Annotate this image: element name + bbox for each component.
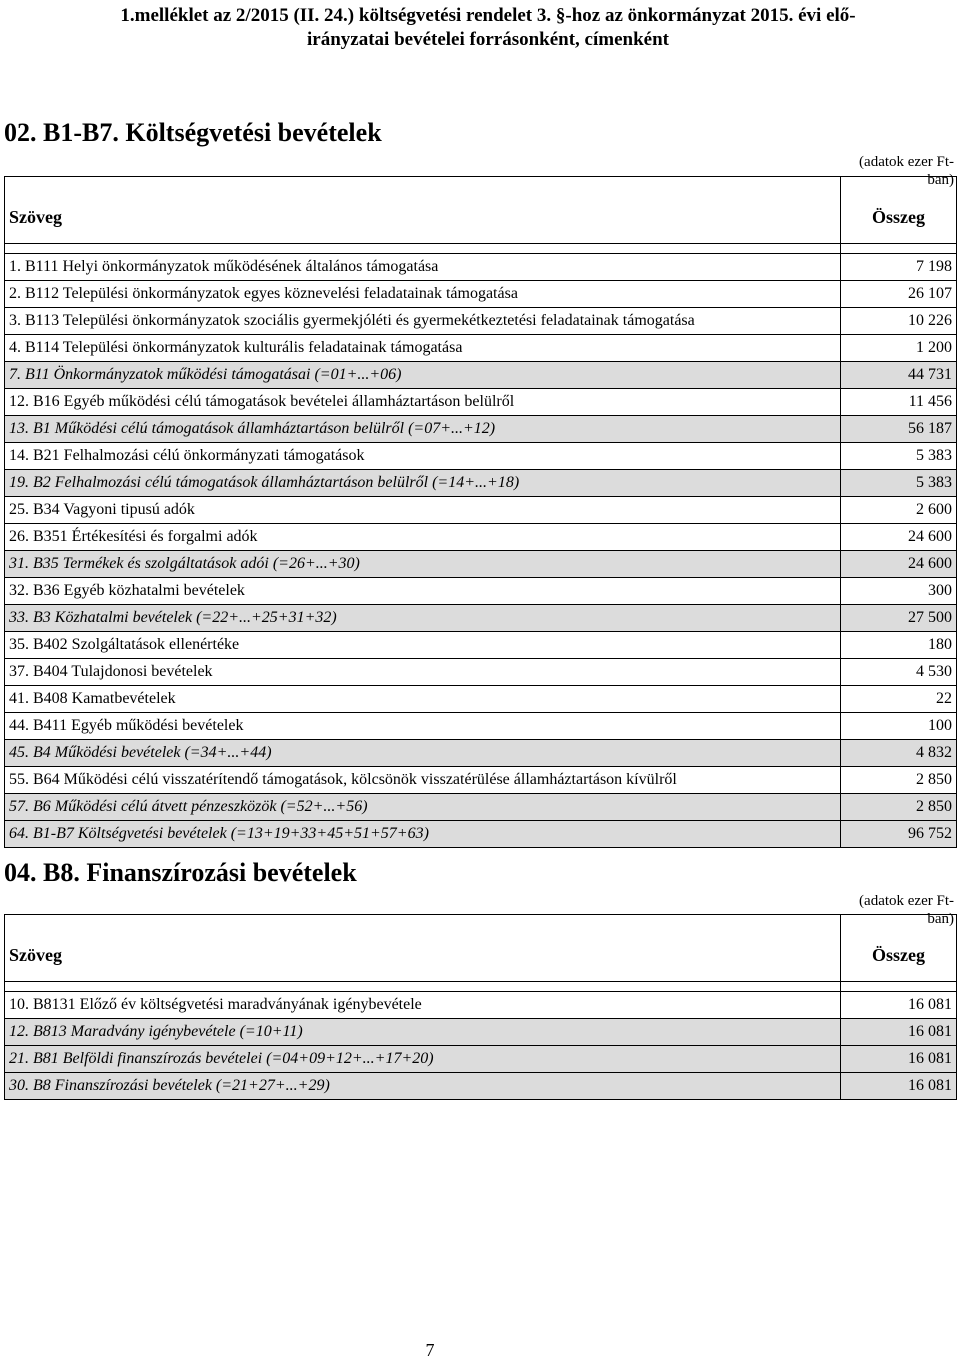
row-amount: 16 081 bbox=[841, 1073, 957, 1100]
row-amount: 22 bbox=[841, 686, 957, 713]
financing-revenues-table bbox=[4, 914, 957, 1100]
row-label: 3. B113 Települési önkormányzatok szociális gyermekjóléti és gyermekétkeztetési feladatainak támogatása bbox=[5, 308, 841, 335]
row-amount: 4 530 bbox=[841, 659, 957, 686]
row-label: 26. B351 Értékesítési és forgalmi adók bbox=[5, 524, 841, 551]
subtotal-row bbox=[5, 551, 957, 578]
table-row bbox=[5, 281, 957, 308]
row-amount: 16 081 bbox=[841, 1019, 957, 1046]
row-amount: 24 600 bbox=[841, 551, 957, 578]
header-line-1: 1.melléklet az 2/2015 (II. 24.) költségvetési rendelet 3. §-hoz az önkormányzat 2015. évi elő- bbox=[120, 5, 856, 26]
row-label: 33. B3 Közhatalmi bevételek (=22+...+25+31+32) bbox=[5, 605, 841, 632]
row-label: 37. B404 Tulajdonosi bevételek bbox=[5, 659, 841, 686]
table-row bbox=[5, 992, 957, 1019]
row-label: 32. B36 Egyéb közhatalmi bevételek bbox=[5, 578, 841, 605]
page-number: 7 bbox=[425, 1340, 435, 1360]
subtotal-row bbox=[5, 821, 957, 848]
row-label: 2. B112 Települési önkormányzatok egyes köznevelési feladatainak támogatása bbox=[5, 281, 841, 308]
row-amount: 100 bbox=[841, 713, 957, 740]
row-label: 30. B8 Finanszírozási bevételek (=21+27+...+29) bbox=[5, 1073, 841, 1100]
row-label: 41. B408 Kamatbevételek bbox=[5, 686, 841, 713]
row-label: 64. B1-B7 Költségvetési bevételek (=13+19+33+45+51+57+63) bbox=[5, 821, 841, 848]
row-amount: 2 850 bbox=[841, 767, 957, 794]
row-amount: 56 187 bbox=[841, 416, 957, 443]
row-amount: 44 731 bbox=[841, 362, 957, 389]
section-title-financing-revenues: 04. B8. Finanszírozási bevételek bbox=[4, 858, 357, 887]
row-amount: 2 600 bbox=[841, 497, 957, 524]
row-label: 44. B411 Egyéb működési bevételek bbox=[5, 713, 841, 740]
row-amount: 16 081 bbox=[841, 1046, 957, 1073]
subtotal-row bbox=[5, 416, 957, 443]
table-row bbox=[5, 308, 957, 335]
row-amount: 11 456 bbox=[841, 389, 957, 416]
table-row bbox=[5, 254, 957, 281]
subtotal-row bbox=[5, 1073, 957, 1100]
unit-note: (adatok ezer Ft-ban) bbox=[859, 893, 954, 927]
row-amount: 7 198 bbox=[841, 254, 957, 281]
table-row bbox=[5, 713, 957, 740]
row-amount: 180 bbox=[841, 632, 957, 659]
row-amount: 2 850 bbox=[841, 794, 957, 821]
row-amount: 4 832 bbox=[841, 740, 957, 767]
row-label: 7. B11 Önkormányzatok működési támogatásai (=01+...+06) bbox=[5, 362, 841, 389]
subtotal-row bbox=[5, 794, 957, 821]
row-label: 45. B4 Működési bevételek (=34+...+44) bbox=[5, 740, 841, 767]
row-label: 19. B2 Felhalmozási célú támogatások államháztartáson belülről (=14+...+18) bbox=[5, 470, 841, 497]
subtotal-row bbox=[5, 1019, 957, 1046]
row-label: 12. B16 Egyéb működési célú támogatások bevételei államháztartáson belülről bbox=[5, 389, 841, 416]
row-label: 21. B81 Belföldi finanszírozás bevételei (=04+09+12+...+17+20) bbox=[5, 1046, 841, 1073]
row-amount: 27 500 bbox=[841, 605, 957, 632]
row-label: 35. B402 Szolgáltatások ellenértéke bbox=[5, 632, 841, 659]
budget-revenues-table bbox=[4, 176, 957, 848]
table-spacer-row bbox=[5, 982, 957, 992]
column-header-amount: Összeg bbox=[841, 915, 957, 982]
table-row bbox=[5, 578, 957, 605]
column-header-text: Szöveg bbox=[5, 177, 841, 244]
row-amount: 5 383 bbox=[841, 470, 957, 497]
subtotal-row bbox=[5, 605, 957, 632]
table-row bbox=[5, 497, 957, 524]
table-row bbox=[5, 686, 957, 713]
table-row bbox=[5, 524, 957, 551]
subtotal-row bbox=[5, 1046, 957, 1073]
subtotal-row bbox=[5, 740, 957, 767]
row-label: 31. B35 Termékek és szolgáltatások adói (=26+...+30) bbox=[5, 551, 841, 578]
table-row bbox=[5, 389, 957, 416]
document-header bbox=[58, 4, 918, 52]
column-header-text: Szöveg bbox=[5, 915, 841, 982]
row-amount: 96 752 bbox=[841, 821, 957, 848]
section-title-budget-revenues: 02. B1-B7. Költségvetési bevételek bbox=[4, 118, 382, 147]
row-label: 4. B114 Települési önkormányzatok kulturális feladatainak támogatása bbox=[5, 335, 841, 362]
table-spacer-row bbox=[5, 244, 957, 254]
row-label: 1. B111 Helyi önkormányzatok működésének általános támogatása bbox=[5, 254, 841, 281]
row-amount: 5 383 bbox=[841, 443, 957, 470]
column-header-amount: Összeg bbox=[841, 177, 957, 244]
row-label: 13. B1 Működési célú támogatások államháztartáson belülről (=07+...+12) bbox=[5, 416, 841, 443]
table-row bbox=[5, 632, 957, 659]
row-label: 14. B21 Felhalmozási célú önkormányzati támogatások bbox=[5, 443, 841, 470]
table-header-row bbox=[5, 177, 957, 244]
row-amount: 26 107 bbox=[841, 281, 957, 308]
row-amount: 1 200 bbox=[841, 335, 957, 362]
subtotal-row bbox=[5, 470, 957, 497]
row-amount: 300 bbox=[841, 578, 957, 605]
table-row bbox=[5, 659, 957, 686]
subtotal-row bbox=[5, 362, 957, 389]
row-label: 25. B34 Vagyoni tipusú adók bbox=[5, 497, 841, 524]
row-amount: 10 226 bbox=[841, 308, 957, 335]
row-label: 57. B6 Működési célú átvett pénzeszközök (=52+...+56) bbox=[5, 794, 841, 821]
table-row bbox=[5, 335, 957, 362]
table-row bbox=[5, 443, 957, 470]
row-label: 55. B64 Működési célú visszatérítendő támogatások, kölcsönök visszatérülése államháztartáson kívülről bbox=[5, 767, 841, 794]
row-label: 10. B8131 Előző év költségvetési maradványának igénybevétele bbox=[5, 992, 841, 1019]
unit-note: (adatok ezer Ft-ban) bbox=[859, 154, 954, 188]
table-header-row bbox=[5, 915, 957, 982]
header-line-2: irányzatai bevételei forrásonként, címenként bbox=[307, 29, 669, 50]
row-amount: 24 600 bbox=[841, 524, 957, 551]
row-label: 12. B813 Maradvány igénybevétele (=10+11) bbox=[5, 1019, 841, 1046]
table-row bbox=[5, 767, 957, 794]
row-amount: 16 081 bbox=[841, 992, 957, 1019]
